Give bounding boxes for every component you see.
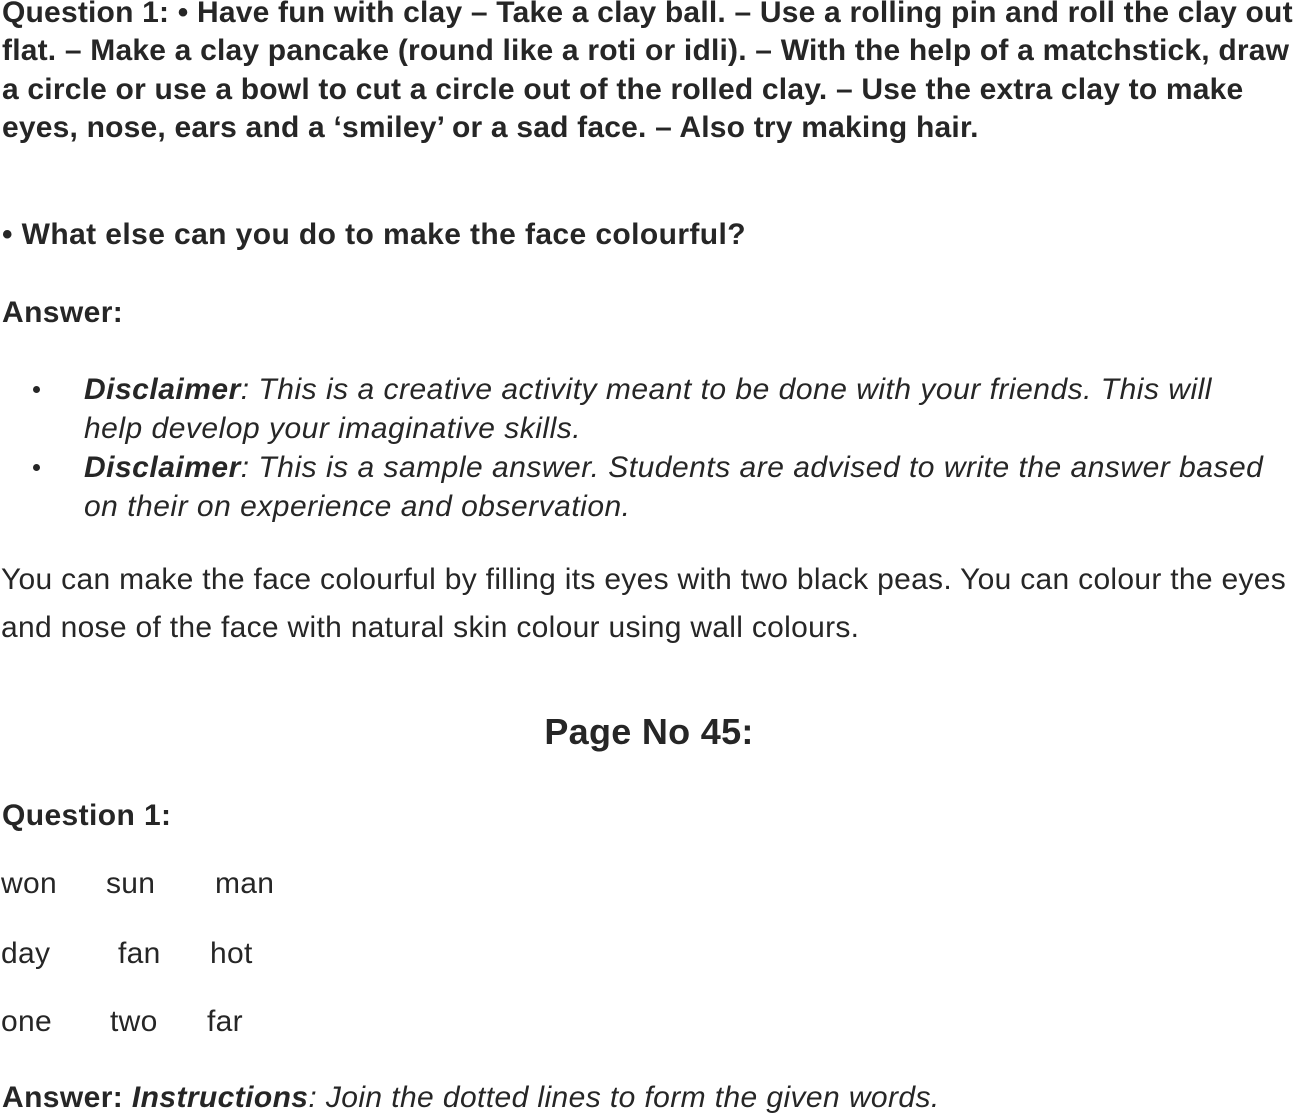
- word: two: [110, 1005, 158, 1038]
- word-row: [0, 1002, 400, 1042]
- word: one: [1, 1005, 52, 1038]
- disclaimer-item: [0, 370, 1264, 448]
- answer-label: Answer:: [2, 1081, 132, 1114]
- bullet-icon: [33, 386, 40, 393]
- question-1-text: Question 1: • Have fun with clay – Take a clay ball. – Use a rolling pin and roll the clay out flat. – Make a clay pancake (round like a roti or idli). – With the help of a matchstick, draw a circle or use a bowl to cut a circle out of the rolled clay. – Use the extra clay to make eyes, nose, ears and a ‘smiley’ or a sad face. – Also try making hair.: [2, 0, 1293, 144]
- word: far: [207, 1005, 243, 1038]
- word-row: [0, 864, 400, 904]
- disclaimer-text: : This is a sample answer. Students are advised to write the answer based on their on experience and observation.: [84, 451, 1264, 523]
- word: hot: [210, 937, 253, 970]
- instructions-label: Instructions: [131, 1081, 309, 1114]
- answer-label: Answer:: [2, 296, 124, 329]
- page-heading: Page No 45:: [544, 711, 754, 752]
- disclaimer-list: [0, 370, 1294, 526]
- disclaimer-label: Disclaimer: [84, 373, 241, 406]
- word: fan: [118, 937, 161, 970]
- word: man: [215, 867, 275, 900]
- final-answer: [2, 1079, 940, 1117]
- disclaimer-label: Disclaimer: [84, 451, 241, 484]
- sub-question: • What else can you do to make the face colourful?: [2, 218, 746, 251]
- word: won: [1, 867, 57, 900]
- instructions-text: : Join the dotted lines to form the given words.: [308, 1081, 940, 1114]
- word: sun: [106, 867, 156, 900]
- disclaimer-text: : This is a creative activity meant to be done with your friends. This will help develop your imaginative skills.: [84, 373, 1212, 445]
- bullet-icon: [33, 464, 40, 471]
- word: day: [1, 937, 51, 970]
- disclaimer-item: [0, 448, 1264, 526]
- answer-body: You can make the face colourful by filling its eyes with two black peas. You can colour the eyes and nose of the face with natural skin colour using wall colours.: [1, 563, 1287, 644]
- question-label: Question 1:: [2, 799, 172, 832]
- word-row: [0, 934, 400, 974]
